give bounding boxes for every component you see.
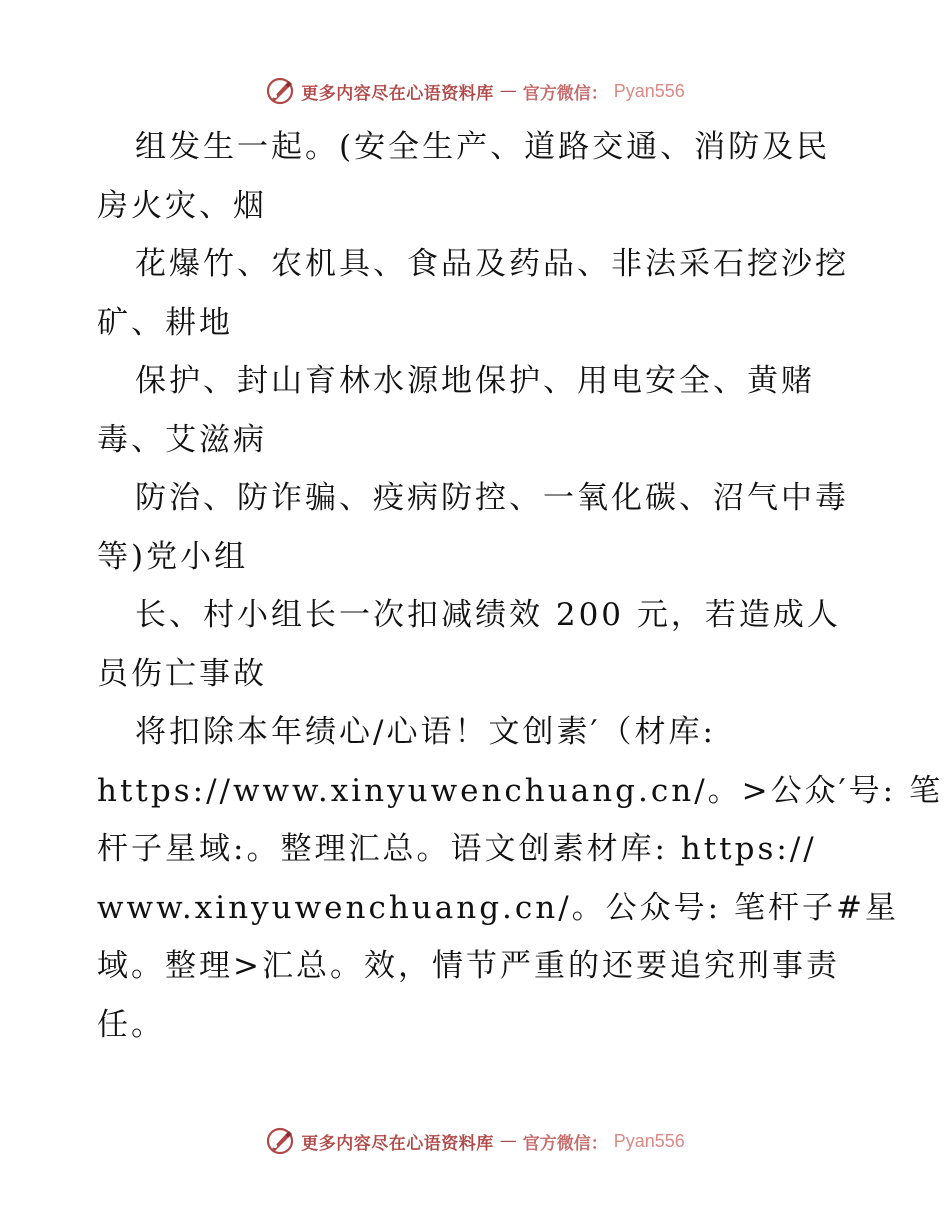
body-line: 将扣除本年绩心/心语！文创素′（材库: — [135, 714, 716, 750]
site-name: 更多内容尽在心语资料库 — [301, 83, 494, 104]
body-line: www.xinyuwenchuang.cn/。公众号: 笔杆子#星 — [97, 889, 899, 926]
header-banner-content — [265, 76, 685, 106]
body-line: 房火灾、烟 — [97, 187, 267, 224]
body-line: 矿、耕地 — [97, 304, 233, 341]
body-line: 防治、防诈骗、疫病防控、一氧化碳、沼气中毒 — [135, 480, 849, 516]
footer-banner — [0, 1121, 950, 1161]
footer-banner-content — [265, 1126, 685, 1156]
header-banner — [0, 71, 950, 111]
body-line: 花爆竹、农机具、食品及药品、非法采石挖沙挖 — [135, 246, 849, 282]
body-line: 任。 — [97, 1006, 165, 1043]
body-line: 域。整理>汇总。效，情节严重的还要追究刑事责 — [97, 948, 840, 984]
body-line: 等)党小组 — [97, 538, 249, 575]
body-line: 员伤亡事故 — [97, 655, 267, 692]
banner-dash: — — [499, 1131, 517, 1151]
banner-dash: — — [499, 81, 517, 101]
wechat-label: 官方微信： — [522, 83, 608, 104]
wechat-id: Pyan556 — [613, 80, 685, 101]
body-line: 杆子星域:。整理汇总。语文创素材库: https:// — [97, 831, 817, 867]
pen-logo-icon — [265, 76, 295, 106]
body-line: https://www.xinyuwenchuang.cn/。>公众′号: 笔 — [97, 772, 943, 809]
body-line: 长、村小组长一次扣减绩效 200 元，若造成人 — [135, 597, 841, 633]
wechat-id: Pyan556 — [613, 1130, 685, 1151]
body-line: 保护、封山育林水源地保护、用电安全、黄赌 — [135, 363, 815, 399]
pen-logo-icon — [265, 1126, 295, 1156]
body-line: 组发生一起。(安全生产、道路交通、消防及民 — [135, 129, 831, 165]
document-body — [97, 118, 943, 1054]
site-name: 更多内容尽在心语资料库 — [301, 1133, 494, 1154]
wechat-label: 官方微信： — [522, 1133, 608, 1154]
body-line: 毒、艾滋病 — [97, 421, 267, 458]
